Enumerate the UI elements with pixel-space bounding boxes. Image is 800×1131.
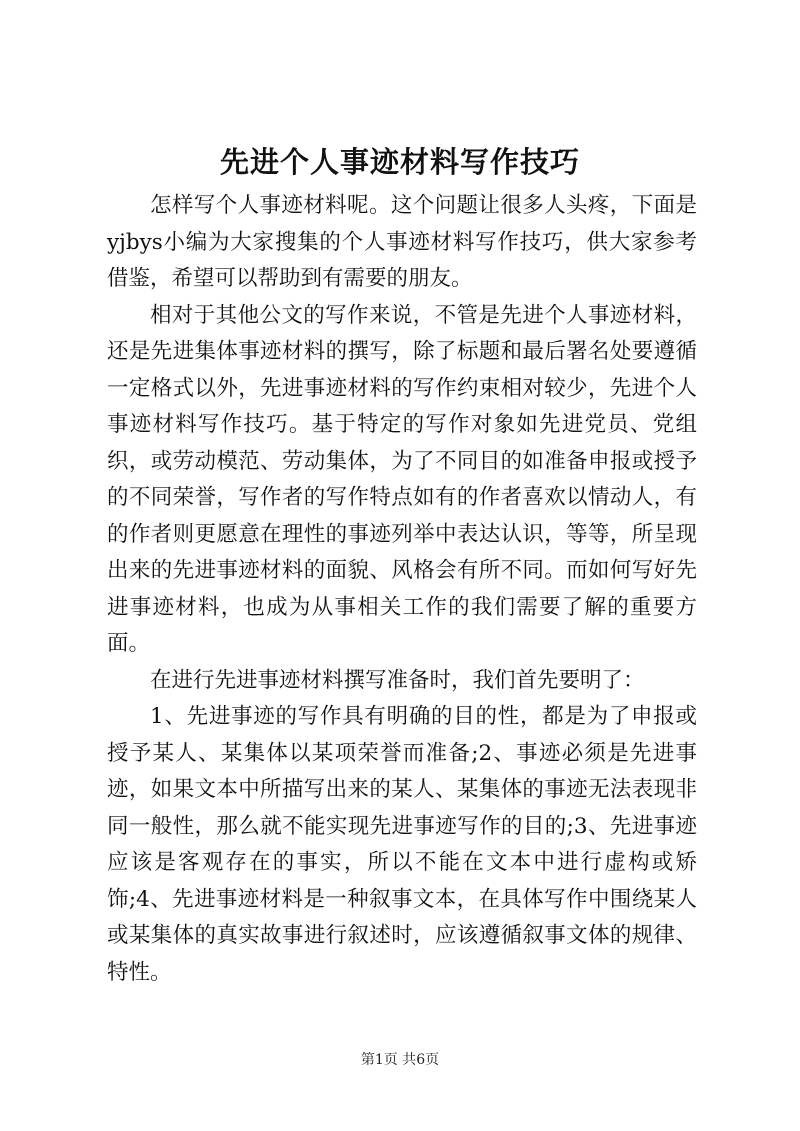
paragraph-intro: 怎样写个人事迹材料呢。这个问题让很多人头疼，下面是yjbys小编为大家搜集的个人事迹材料写作技巧，供大家参考借鉴，希望可以帮助到有需要的朋友。 xyxy=(107,193,697,291)
document-body xyxy=(107,188,697,991)
page-footer: 第1页 共6页 xyxy=(360,1052,440,1068)
paragraph-preparation: 在进行先进事迹材料撰写准备时，我们首先要明了： xyxy=(150,667,645,693)
page-title: 先进个人事迹材料写作技巧 xyxy=(219,145,580,179)
paragraph-overview: 相对于其他公文的写作来说，不管是先进个人事迹材料，还是先进集体事迹材料的撰写，除了标题和最后署名处要遵循一定格式以外，先进事迹材料的写作约束相对较少，先进个人事迹材料写作技巧。基于特定的写作对象如先进党员、党组织，或劳动模范、劳动集体，为了不同目的如准备申报或授予的不同荣誉，写作者的写作特点如有的作者喜欢以情动人，有的作者则更愿意在理性的事迹列举中表达认识，等等，所呈现出来的先进事迹材料的面貌、风格会有所不同。而如何写好先进事迹材料，也成为从事相关工作的我们需要了解的重要方面。 xyxy=(107,302,697,656)
paragraph-points: 1、先进事迹的写作具有明确的目的性，都是为了申报或授予某人、某集体以某项荣誉而准备;2、事迹必须是先进事迹，如果文本中所描写出来的某人、某集体的事迹无法表现非同一般性，那么就不能实现先进事迹写作的目的;3、先进事迹应该是客观存在的事实，所以不能在文本中进行虚构或矫饰;4、先进事迹材料是一种叙事文本，在具体写作中围绕某人或某集体的真实故事进行叙述时，应该遵循叙事文体的规律、特性。 xyxy=(107,704,697,985)
